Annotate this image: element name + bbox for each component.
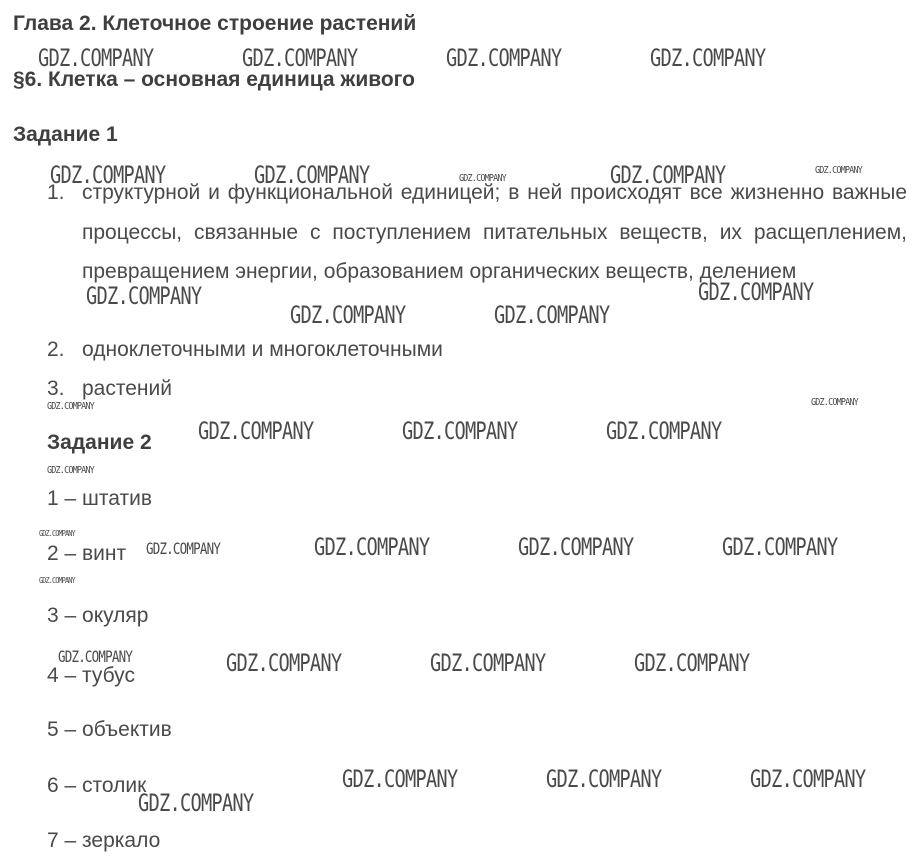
watermark: GDZ.COMPANY: [254, 161, 370, 189]
task2-item-2: 2 – винт: [47, 542, 127, 565]
task1-heading: Задание 1: [13, 123, 118, 146]
watermark: GDZ.COMPANY: [402, 417, 518, 445]
task2-item-4: 4 – тубус: [47, 664, 135, 687]
watermark: GDZ.COMPANY: [750, 765, 866, 793]
watermark: GDZ.COMPANY: [606, 417, 722, 445]
watermark: GDZ.COMPANY: [38, 44, 154, 72]
watermark: GDZ.COMPANY: [314, 533, 430, 561]
task1-item-1-number: 1.: [47, 181, 65, 204]
watermark: GDZ.COMPANY: [342, 765, 458, 793]
section-title: §6. Клетка – основная единица живого: [13, 68, 415, 91]
watermark: GDZ.COMPANY: [634, 649, 750, 677]
watermark: GDZ.COMPANY: [546, 765, 662, 793]
task1-item-1-text: структурной и функциональной единицей; в ней происходят все жизненно важные процессы, связанные с поступлением питательных веществ, их расщеплением, превращением энергии, образованием органических веществ, делением: [82, 181, 907, 283]
watermark: GDZ.COMPANY: [50, 161, 166, 189]
task1-item-3-text: растений: [82, 377, 172, 400]
task1-item-3-number: 3.: [47, 377, 65, 400]
watermark: GDZ.COMPANY: [58, 647, 133, 666]
watermark: GDZ.COMPANY: [146, 539, 221, 558]
task2-heading: Задание 2: [47, 431, 152, 454]
chapter-title: Глава 2. Клеточное строение растений: [13, 12, 417, 35]
watermark: GDZ.COMPANY: [722, 533, 838, 561]
watermark: GDZ.COMPANY: [815, 165, 862, 176]
task2-item-6: 6 – столик: [47, 774, 147, 797]
watermark: GDZ.COMPANY: [518, 533, 634, 561]
task2-item-5: 5 – объектив: [47, 718, 172, 741]
watermark: GDZ.COMPANY: [138, 789, 254, 817]
watermark: GDZ.COMPANY: [459, 173, 506, 184]
watermark: GDZ.COMPANY: [242, 44, 358, 72]
task1-item-2-number: 2.: [47, 338, 65, 361]
watermark: GDZ.COMPANY: [290, 301, 406, 329]
watermark: GDZ.COMPANY: [698, 278, 814, 306]
task2-item-3: 3 – окуляр: [47, 604, 149, 627]
watermark: GDZ.COMPANY: [650, 44, 766, 72]
task2-item-7: 7 – зеркало: [47, 829, 161, 852]
watermark: GDZ.COMPANY: [811, 397, 858, 408]
task1-item-2-text: одноклеточными и многоклеточными: [82, 338, 443, 361]
watermark: GDZ.COMPANY: [47, 401, 94, 412]
watermark: GDZ.COMPANY: [610, 161, 726, 189]
watermark: GDZ.COMPANY: [47, 465, 94, 476]
task2-item-1: 1 – штатив: [47, 487, 152, 510]
watermark: GDZ.COMPANY: [446, 44, 562, 72]
watermark: GDZ.COMPANY: [226, 649, 342, 677]
watermark: GDZ.COMPANY: [494, 301, 610, 329]
watermark: GDZ.COMPANY: [198, 417, 314, 445]
watermark: GDZ.COMPANY: [86, 282, 202, 310]
watermark: GDZ.COMPANY: [39, 576, 75, 585]
watermark: GDZ.COMPANY: [39, 529, 75, 538]
watermark: GDZ.COMPANY: [430, 649, 546, 677]
